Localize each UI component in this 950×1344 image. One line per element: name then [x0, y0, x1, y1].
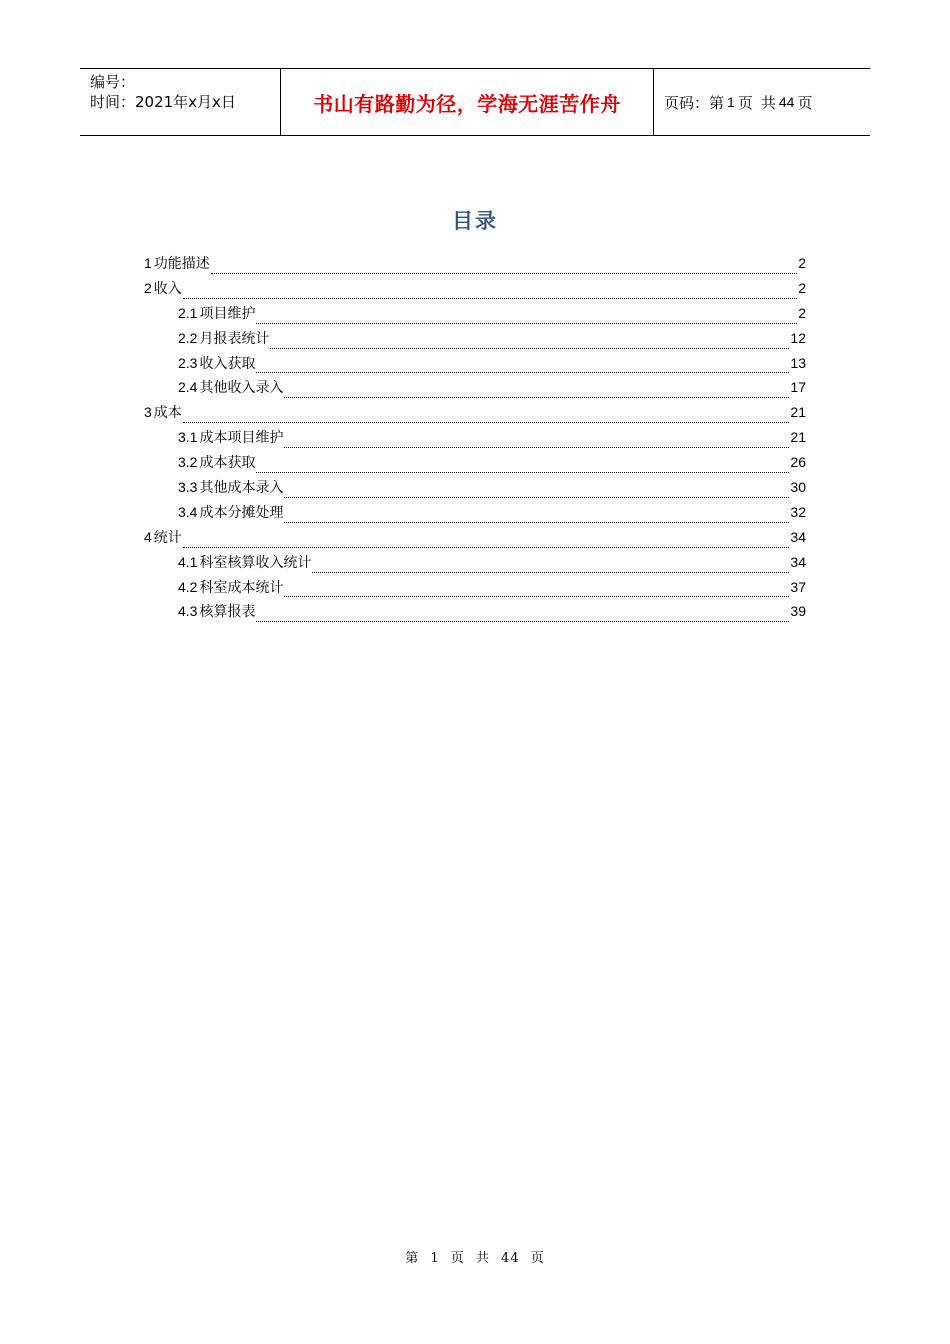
toc-dot-leader: [284, 522, 789, 523]
toc-entry-label: [178, 352, 255, 375]
toc-dot-leader: [284, 497, 789, 498]
toc-entry-text: 成本获取: [199, 455, 256, 472]
toc-entry[interactable]: [144, 277, 806, 302]
page-header: [80, 68, 870, 136]
toc-entry-number: 3.1: [178, 429, 198, 446]
toc-entry-number: 3.2: [178, 454, 198, 471]
toc-entry-number: 3.4: [178, 503, 198, 520]
toc-entry-number: 2.4: [178, 379, 198, 396]
toc-entry-page: 32: [790, 503, 806, 520]
toc-title: 目录: [452, 209, 498, 233]
toc-entry-page: 26: [790, 454, 806, 471]
toc-entry-text: 月报表统计: [199, 330, 270, 347]
toc-entry[interactable]: [144, 352, 806, 377]
toc-entry-page: 13: [790, 354, 806, 371]
toc-dot-leader: [211, 273, 797, 274]
toc-entry[interactable]: [144, 526, 806, 551]
toc-entry[interactable]: [144, 476, 806, 501]
toc-entry-page: 34: [790, 528, 806, 545]
toc-entry[interactable]: [144, 501, 806, 526]
toc-entry-label: [178, 451, 255, 474]
toc-entry-label: [178, 476, 283, 499]
toc-entry-page: 37: [790, 578, 806, 595]
toc-entry-text: 成本项目维护: [199, 430, 284, 447]
toc-entry[interactable]: [144, 302, 806, 327]
toc-dot-leader: [284, 447, 789, 448]
toc-entry-text: 其他收入录入: [199, 380, 284, 397]
table-of-contents: [144, 252, 806, 625]
toc-dot-leader: [256, 472, 789, 473]
toc-entry-label: [144, 277, 182, 300]
toc-entry-text: 核算报表: [199, 604, 256, 621]
toc-dot-leader: [284, 596, 789, 597]
toc-entry-number: 2.3: [178, 354, 198, 371]
toc-entry-label: [178, 501, 283, 524]
toc-entry-number: 4.2: [178, 578, 198, 595]
toc-entry[interactable]: [144, 401, 806, 426]
header-page-unit: 页: [737, 93, 753, 112]
toc-entry-page: 12: [790, 329, 806, 346]
toc-entry[interactable]: [144, 451, 806, 476]
header-page-current: 1: [727, 94, 735, 110]
toc-entry-label: [144, 526, 182, 549]
toc-entry-text: 功能描述: [153, 256, 210, 272]
header-page-total: 44: [778, 94, 795, 110]
toc-entry-label: [178, 576, 283, 599]
header-page-label: 页码：第: [664, 93, 725, 112]
header-motto: 书山有路勤为径，学海无涯苦作舟: [313, 91, 621, 116]
toc-entry-text: 收入: [153, 280, 182, 297]
toc-entry-label: [178, 600, 255, 623]
toc-entry-page: 2: [798, 255, 806, 271]
toc-entry-page: 30: [790, 479, 806, 496]
toc-entry-text: 项目维护: [199, 305, 256, 322]
toc-entry-label: [178, 327, 269, 350]
toc-entry-page: 17: [790, 379, 806, 396]
toc-entry-page: 39: [790, 603, 806, 620]
toc-entry-number: 2: [144, 279, 152, 296]
toc-entry-page: 21: [790, 429, 806, 446]
toc-entry[interactable]: [144, 576, 806, 601]
toc-entry-page: 21: [790, 404, 806, 421]
toc-entry-text: 其他成本录入: [199, 480, 284, 497]
header-meta-cell: [80, 69, 281, 135]
toc-entry-text: 成本分摊处理: [199, 504, 284, 521]
toc-entry[interactable]: [144, 426, 806, 451]
toc-entry-number: 4.3: [178, 603, 198, 620]
toc-entry-label: [178, 426, 283, 449]
toc-entry-number: 3: [144, 404, 152, 421]
toc-entry[interactable]: [144, 600, 806, 625]
toc-entry-text: 科室成本统计: [199, 579, 284, 596]
toc-dot-leader: [284, 397, 789, 398]
toc-entry-number: 2.2: [178, 329, 198, 346]
toc-entry[interactable]: [144, 252, 806, 277]
document-number-label: 编号：: [90, 73, 136, 91]
header-page-total-label: 共: [760, 93, 776, 112]
toc-entry-number: 2.1: [178, 304, 198, 321]
toc-entry-page: 34: [790, 553, 806, 570]
toc-entry-number: 3.3: [178, 479, 198, 496]
toc-entry-number: 4.1: [178, 553, 198, 570]
toc-dot-leader: [183, 422, 790, 423]
header-motto-cell: [281, 69, 654, 135]
toc-entry-text: 收入获取: [199, 355, 256, 372]
toc-entry-page: 2: [798, 279, 806, 296]
document-date-label: 时间：2021年x月x日: [90, 93, 236, 111]
toc-entry-label: [178, 376, 283, 399]
toc-dot-leader: [256, 372, 789, 373]
toc-dot-leader: [183, 547, 790, 548]
toc-entry-label: [178, 302, 255, 325]
toc-entry-page: 2: [798, 304, 806, 321]
header-page-cell: [654, 69, 870, 135]
toc-entry[interactable]: [144, 551, 806, 576]
toc-entry-number: 4: [144, 528, 152, 545]
toc-entry-number: 1: [144, 255, 152, 271]
toc-entry-label: [144, 401, 182, 424]
toc-dot-leader: [270, 348, 789, 349]
toc-entry[interactable]: [144, 376, 806, 401]
header-page-total-unit: 页: [797, 93, 813, 112]
toc-dot-leader: [312, 572, 789, 573]
page-footer: 第 1 页 共 44 页: [405, 1251, 545, 1266]
toc-entry-label: [144, 252, 210, 275]
toc-entry-label: [178, 551, 311, 574]
toc-entry-text: 成本: [153, 405, 182, 422]
toc-dot-leader: [256, 323, 797, 324]
toc-entry-text: 统计: [153, 529, 182, 546]
toc-entry[interactable]: [144, 327, 806, 352]
toc-entry-text: 科室核算收入统计: [199, 554, 312, 571]
toc-dot-leader: [183, 298, 797, 299]
toc-dot-leader: [256, 621, 789, 622]
